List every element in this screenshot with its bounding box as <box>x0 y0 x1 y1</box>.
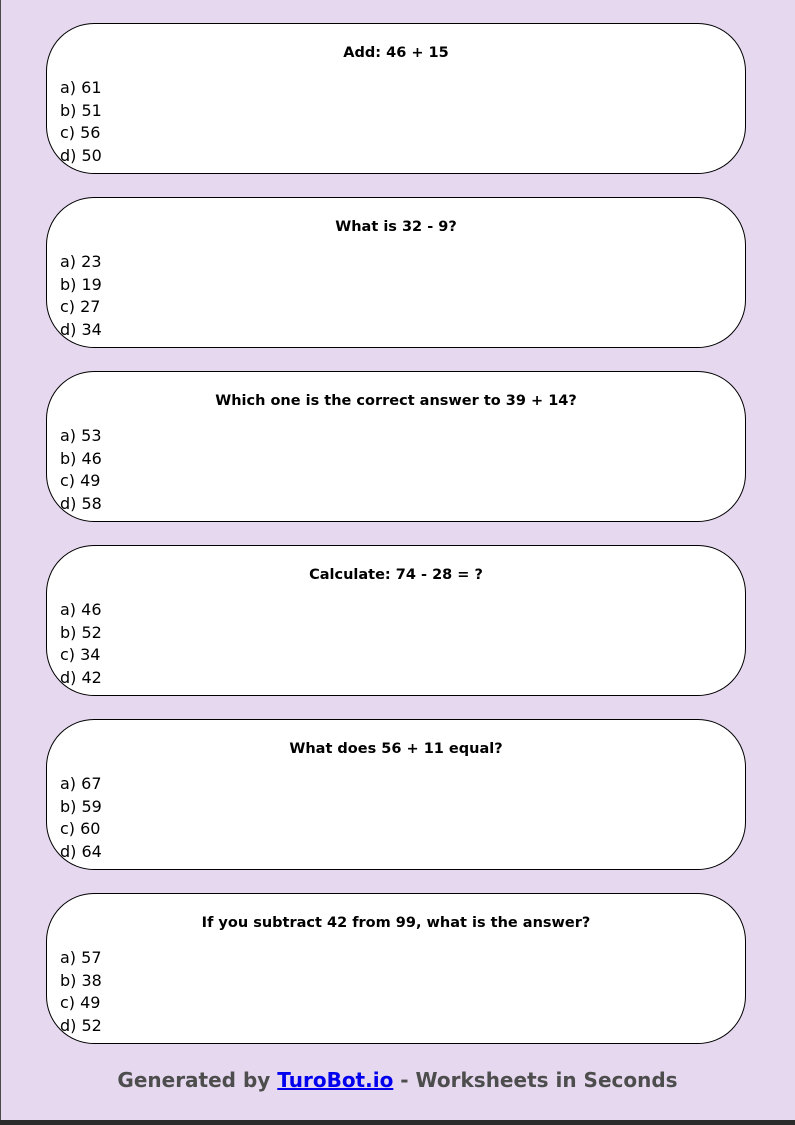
answer-option-c: c) 27 <box>60 297 101 317</box>
question-text: Which one is the correct answer to 39 + 14? <box>215 393 577 409</box>
question-card-1 <box>46 23 746 174</box>
turobot-link[interactable]: TuroBot.io <box>277 1068 394 1092</box>
answer-options <box>60 425 102 515</box>
answer-option-c: c) 56 <box>60 123 101 143</box>
answer-option-a: a) 23 <box>60 252 102 271</box>
question-card-3 <box>46 371 746 522</box>
answer-option-a: a) 67 <box>60 774 102 793</box>
page-left-border <box>0 0 1 1125</box>
answer-option-c: c) 60 <box>60 819 101 839</box>
answer-option-a: a) 53 <box>60 426 102 445</box>
answer-option-d: d) 64 <box>60 841 102 861</box>
answer-options <box>60 599 102 689</box>
answer-option-c: c) 49 <box>60 471 101 491</box>
answer-options <box>60 947 102 1037</box>
question-card-4 <box>46 545 746 696</box>
answer-option-d: d) 34 <box>60 319 102 339</box>
question-text: What does 56 + 11 equal? <box>289 741 503 757</box>
answer-option-a: a) 61 <box>60 78 102 97</box>
question-card-6 <box>46 893 746 1044</box>
answer-option-b: b) 38 <box>60 970 102 990</box>
question-text: Add: 46 + 15 <box>343 45 449 61</box>
answer-option-d: d) 50 <box>60 145 102 165</box>
question-text: Calculate: 74 - 28 = ? <box>309 567 483 583</box>
answer-option-d: d) 52 <box>60 1015 102 1035</box>
answer-option-b: b) 51 <box>60 100 102 120</box>
page-bottom-border <box>0 1120 795 1125</box>
question-text: If you subtract 42 from 99, what is the answer? <box>201 915 591 931</box>
answer-option-a: a) 57 <box>60 948 102 967</box>
answer-options <box>60 77 102 167</box>
answer-option-d: d) 58 <box>60 493 102 513</box>
footer-credit <box>0 1068 795 1092</box>
question-text: What is 32 - 9? <box>335 219 457 235</box>
answer-options <box>60 251 102 341</box>
answer-options <box>60 773 102 863</box>
answer-option-c: c) 34 <box>60 645 101 665</box>
footer-suffix: - Worksheets in Seconds <box>393 1068 678 1092</box>
question-card-5 <box>46 719 746 870</box>
answer-option-c: c) 49 <box>60 993 101 1013</box>
answer-option-b: b) 52 <box>60 622 102 642</box>
answer-option-a: a) 46 <box>60 600 102 619</box>
answer-option-b: b) 59 <box>60 796 102 816</box>
answer-option-d: d) 42 <box>60 667 102 687</box>
question-card-2 <box>46 197 746 348</box>
answer-option-b: b) 46 <box>60 448 102 468</box>
answer-option-b: b) 19 <box>60 274 102 294</box>
footer-prefix: Generated by <box>117 1068 278 1092</box>
